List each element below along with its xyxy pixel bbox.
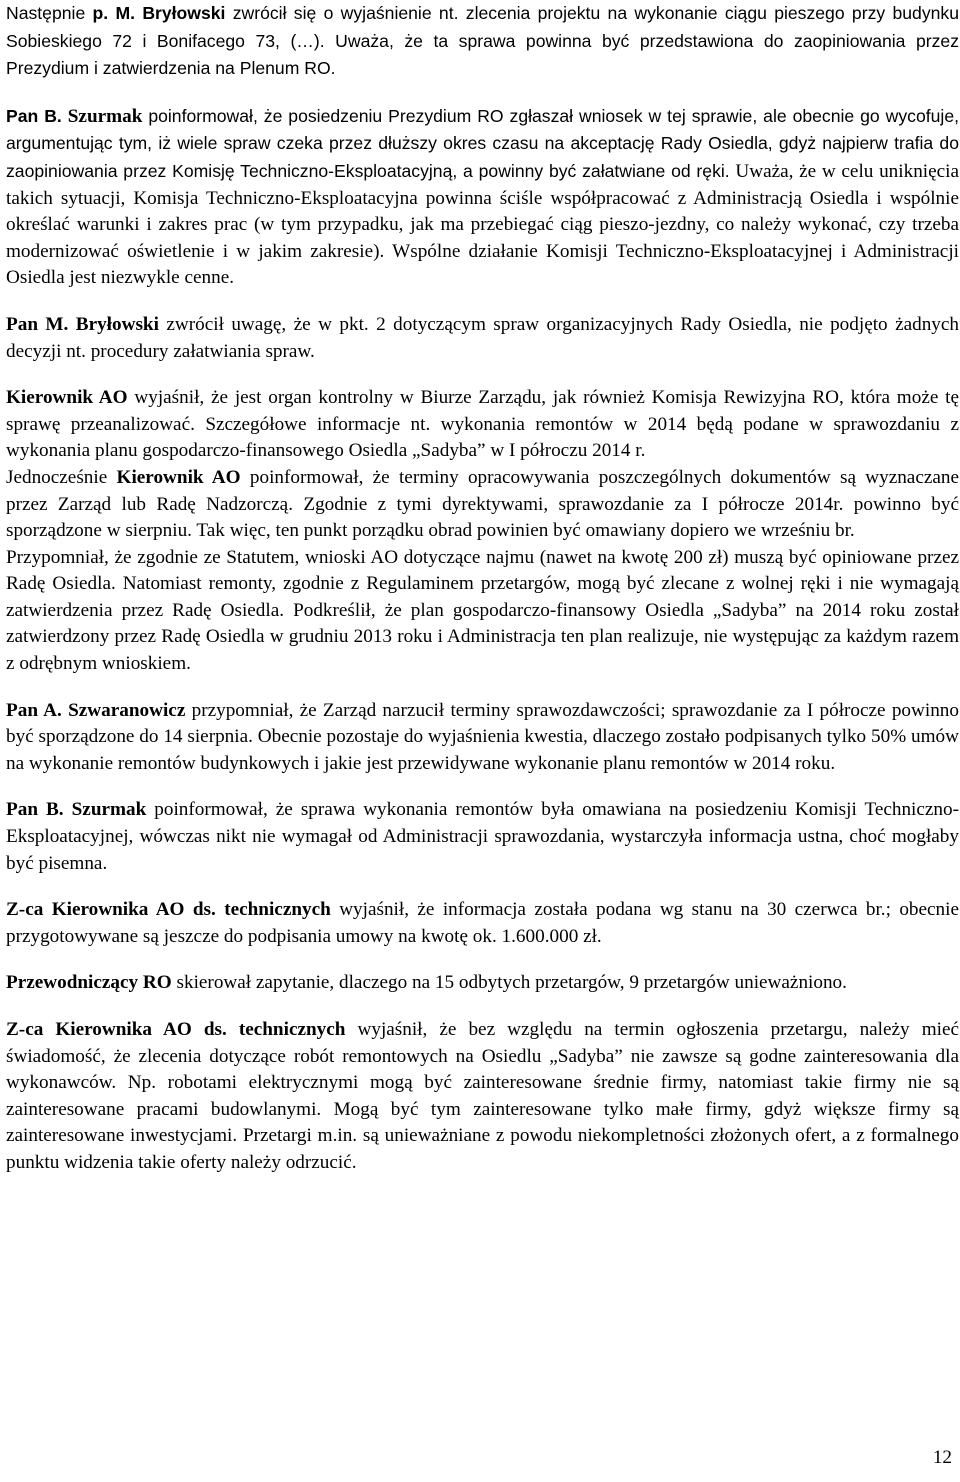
document-page [6,0,959,1177]
paragraph-10 [6,970,959,997]
text-segment: poinformował, że sprawa wykonania remontów była omawiana na posiedzeniu Komisji Techniczno-Eksploatacyjnej, wówczas nikt nie wymagał od Administracji sprawozdania, wystarczyła informacja ustna, choć mogłaby być pisemna. [6,799,959,874]
paragraph-11 [6,1017,959,1177]
text-segment: zwrócił się o wyjaśnienie nt. zlecenia projektu na wykonanie ciągu pieszego przy budynku Sobieskiego 72 i Bonifacego 73, (…). Uważa, że ta sprawa powinna być przedstawiona do zaopiniowania przez Prezydium i zatwierdzenia na Plenum RO. [6,3,959,79]
speaker-title: Pan B. [6,799,72,821]
speaker-name: technicznych [224,899,331,921]
paragraph-4 [6,385,959,465]
paragraph-7 [6,698,959,778]
speaker-name: Bryłowski [75,313,159,335]
paragraph-9 [6,897,959,950]
text-segment: poinformował, że posiedzeniu Prezydium RO zgłaszał wniosek w tej sprawie, ale obecnie go wycofuje, argumentując tym, iż wiele spraw czeka przez dłuższy okres czasu na akceptację Rady Osiedla, gdyż najpierw trafia do zaopiniowania przez Komisję Techniczno-Eksploatacyjną, a powinny być załatwiane od ręki. [6,105,959,181]
text-segment: Następnie [6,3,93,23]
speaker-title: Z-ca Kierownika AO ds. [6,899,225,921]
text-segment: Przypomniał, że zgodnie ze Statutem, wnioski AO dotyczące najmu (nawet na kwotę 200 zł) muszą być opiniowane przez Radę Osiedla. Natomiast remonty, zgodnie z Regulaminem przetargów, mogą być zlecane z wolnej ręki i nie wymagają zatwierdzenia przez Radę Osiedla. Podkreślił, że plan gospodarczo-finansowy Osiedla „Sadyba” na 2014 roku został zatwierdzony przez Radę Osiedla w grudniu 2013 roku i Administracja ten plan realizuje, nie występując za każdym razem z odrębnym wnioskiem. [6,546,959,675]
paragraph-3 [6,312,959,365]
speaker-name: Szwaranowicz [68,699,186,721]
speaker-name: p. M. Bryłowski [92,3,226,23]
speaker-title: Z-ca Kierownika AO ds. [6,1019,239,1040]
paragraph-2 [6,103,959,292]
speaker-title: Pan A. [6,699,69,721]
paragraph-5 [6,465,959,545]
speaker-title: Kierownik AO [6,387,128,409]
speaker-title: Kierownik AO [116,466,241,488]
speaker-name: Szurmak [71,799,147,821]
speaker-name: technicznych [238,1019,346,1040]
speaker-title: Przewodniczący RO [6,972,172,994]
page-number: 12 [932,1447,952,1468]
text-segment: przypomniał, że Zarząd narzucił terminy sprawozdawczości; sprawozdanie za I półrocze powinno być sporządzone do 14 sierpnia. Obecnie pozostaje do wyjaśnienia kwestia, dlaczego zostało podpisanych tylko 50% umów na wykonanie remontów budynkowych i jakie jest przewidywane wykonanie planu remontów w 2014 roku. [6,699,959,774]
speaker-title: Pan M. [6,313,76,335]
speaker-name: Szurmak [67,105,143,127]
speaker-title: Pan B. [6,105,68,126]
text-segment: wyjaśnił, że jest organ kontrolny w Biurze Zarządu, jak również Komisja Rewizyjna RO, która może tę sprawę przeanalizować. Szczegółowe informacje nt. wykonania remontów w 2014 będą podane w sprawozdaniu z wykonania planu gospodarczo-finansowego Osiedla „Sadyba” w I półroczu 2014 r. [6,387,959,462]
text-segment: Uważa, że w celu uniknięcia takich sytuacji, Komisja Techniczno-Eksploatacyjna powinna ściśle współpracować z Administracją Osiedla i wspólnie określać warunki i zakres prac (w tym przypadku, jak ma przebiegać ciąg pieszo-jezdny, co należy wykonać, czy trzeba modernizować oświetlenie i w jakim zakresie). Wspólne działanie Komisji Techniczno-Eksploatacyjnej i Administracji Osiedla jest niezwykle cenne. [6,160,959,289]
text-segment: skierował zapytanie, dlaczego na 15 odbytych przetargów, 9 przetargów unieważniono. [171,972,847,994]
text-segment: poinformował, że terminy opracowywania poszczególnych dokumentów są wyznaczane przez Zarząd lub Radę Nadzorczą. Zgodnie z tymi dyrektywami, sprawozdanie za I półrocze 2014r. powinno być sporządzone w sierpniu. Tak więc, ten punkt porządku obrad powinien być omawiany dopiero we wrześniu br. [6,466,959,542]
paragraph-1 [6,0,959,83]
text-segment: Jednocześnie [6,466,117,488]
paragraph-6 [6,545,959,678]
paragraph-8 [6,797,959,877]
text-segment: zwrócił uwagę, że w pkt. 2 dotyczącym spraw organizacyjnych Rady Osiedla, nie podjęto żadnych decyzji nt. procedury załatwiania spraw. [6,313,959,362]
text-segment: wyjaśnił, że informacja została podana wg stanu na 30 czerwca br.; obecnie przygotowywane są jeszcze do podpisania umowy na kwotę ok. 1.600.000 zł. [6,899,959,947]
text-segment: wyjaśnił, że bez względu na termin ogłoszenia przetargu, należy mieć świadomość, że zlecenia dotyczące robót remontowych na Osiedlu „Sadyba” nie zawsze są godne zainteresowania dla wykonawców. Np. robotami elektrycznymi mogą być zainteresowane średnie firmy, natomiast takie firmy nie są zainteresowane pracami budowlanymi. Mogą być tym zainteresowane tylko małe firmy, gdyż większe firmy są zainteresowane inwestycjami. Przetargi m.in. są unieważniane z powodu niekompletności złożonych ofert, a z formalnego punktu widzenia takie oferty należy odrzucić. [6,1019,959,1173]
